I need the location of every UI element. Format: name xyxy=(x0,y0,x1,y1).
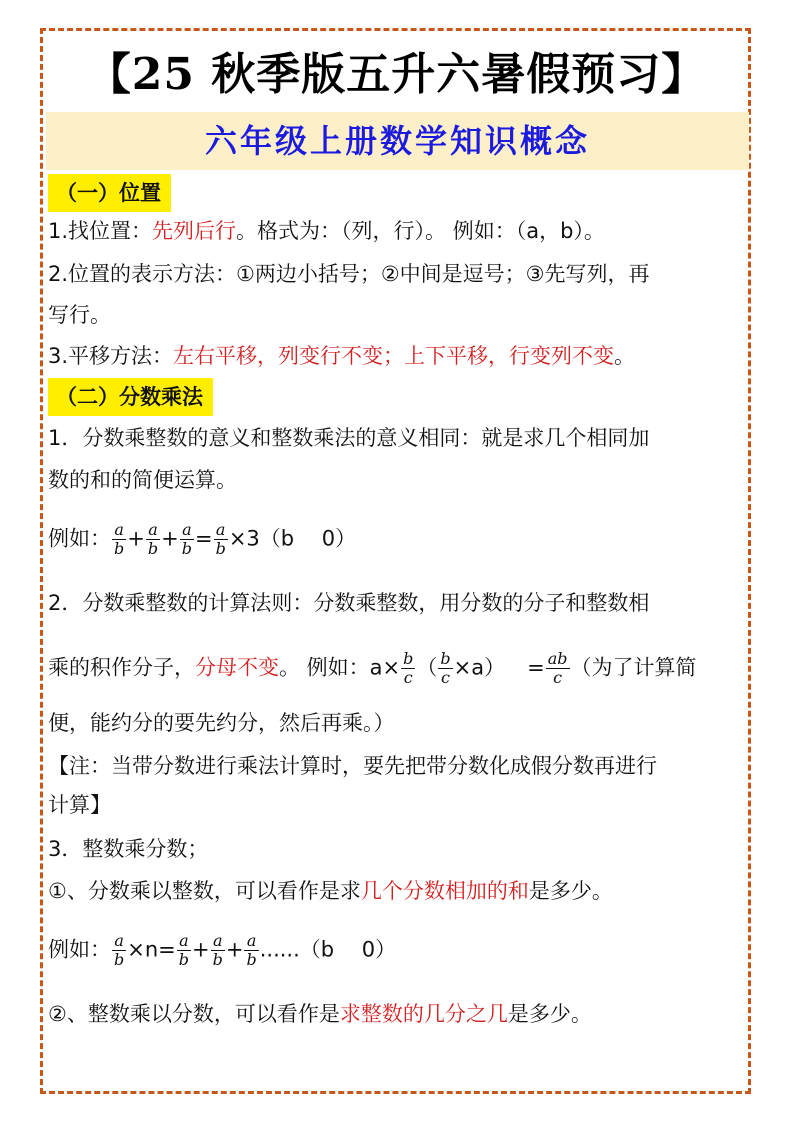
text: （为了计算简 xyxy=(570,655,697,680)
fraction xyxy=(438,650,452,687)
text: 1.找位置： xyxy=(48,219,153,243)
condition: （b 0） xyxy=(259,526,357,551)
position-notation-line: 2.位置的表示方法：①两边小括号；②中间是逗号；③先写列，再 xyxy=(48,262,650,286)
numerator: a xyxy=(177,932,191,951)
ellipsis: ...... xyxy=(259,937,300,962)
numerator: a xyxy=(112,932,126,951)
rule-line-3: 便，能约分的要先约分，然后再乘。） xyxy=(48,711,395,735)
rule-line-2 xyxy=(48,650,697,687)
denominator: c xyxy=(403,668,413,687)
fraction xyxy=(146,521,160,558)
section-heading-position: （一）位置 xyxy=(48,174,171,212)
emphasis-text: 先列后行 xyxy=(152,219,237,243)
integer-times-fraction-heading: 3．整数乘分数； xyxy=(48,837,209,861)
plus-sign: + xyxy=(127,526,145,551)
denominator: b xyxy=(215,539,226,558)
denominator: b xyxy=(181,539,192,558)
equals-sign: = xyxy=(194,526,213,551)
times-n: ×n xyxy=(127,937,159,962)
numerator: a xyxy=(146,521,160,540)
example-2-line xyxy=(48,932,396,969)
fraction xyxy=(546,650,570,687)
page-subtitle: 六年级上册数学知识概念 xyxy=(204,122,590,160)
fraction xyxy=(244,932,258,969)
denominator: b xyxy=(114,950,125,969)
fraction xyxy=(112,932,126,969)
emphasis-text: 左右平移，列变行不变；上下平移，行变列不变 xyxy=(173,344,615,368)
denominator: b xyxy=(114,539,125,558)
text: ②、整数乘以分数，可以看作是 xyxy=(48,1002,340,1026)
condition: （b 0） xyxy=(299,937,397,962)
example-label: 例如： xyxy=(48,526,111,551)
text: 。 xyxy=(614,344,636,368)
fraction xyxy=(214,521,228,558)
translation-rule-line xyxy=(48,341,635,371)
plus-sign: + xyxy=(192,937,210,962)
plus-sign: + xyxy=(161,526,179,551)
text: 。 例如：a× xyxy=(279,655,401,680)
fraction xyxy=(211,932,225,969)
numerator: b xyxy=(403,649,414,668)
meaning-line-1: 1．分数乘整数的意义和整数乘法的意义相同：就是求几个相同加 xyxy=(48,426,650,450)
numerator: a xyxy=(180,521,194,540)
equals-sign: = xyxy=(158,937,176,962)
numerator: a xyxy=(211,932,225,951)
note-line-1: 【注：当带分数进行乘法计算时，要先把带分数化成假分数再进行 xyxy=(48,754,657,778)
denominator: b xyxy=(147,539,159,558)
text: 是多少。 xyxy=(507,1002,592,1026)
denominator: b xyxy=(212,950,223,969)
emphasis-text: 几个分数相加的和 xyxy=(360,879,529,903)
example-label: 例如： xyxy=(48,937,111,962)
fraction xyxy=(180,521,194,558)
sub-rule-2 xyxy=(48,999,592,1029)
text: 3.平移方法： xyxy=(48,344,174,368)
emphasis-text: 分母不变 xyxy=(195,655,279,680)
note-line-2: 计算】 xyxy=(48,793,111,817)
times-three: ×3 xyxy=(228,526,260,551)
text: ①、分数乘以整数，可以看作是求 xyxy=(48,879,361,903)
page-title: 【25 秋季版五升六暑假预习】 xyxy=(86,49,707,100)
example-1-line xyxy=(48,521,356,558)
position-notation-line-cont: 写行。 xyxy=(48,303,111,327)
numerator: a xyxy=(112,521,126,540)
denominator: c xyxy=(441,668,450,687)
meaning-line-2: 数的和的简便运算。 xyxy=(48,468,237,492)
paren-open: （ xyxy=(416,655,438,680)
plus-sign: + xyxy=(225,937,244,962)
text: 。格式为：（列，行）。 例如：（a，b）。 xyxy=(236,219,605,243)
text: 是多少。 xyxy=(528,879,613,903)
numerator: b xyxy=(440,649,451,668)
equals-sign: = xyxy=(527,655,545,680)
fraction xyxy=(401,650,415,687)
fraction xyxy=(177,932,191,969)
numerator: ab xyxy=(547,649,568,668)
numerator: a xyxy=(244,932,258,951)
times-a: ×a） xyxy=(453,655,506,680)
numerator: a xyxy=(214,521,228,540)
emphasis-text: 求整数的几分之几 xyxy=(339,1002,508,1026)
denominator: b xyxy=(246,950,257,969)
denominator: c xyxy=(553,668,563,687)
denominator: b xyxy=(178,950,190,969)
text: 乘的积作分子， xyxy=(48,655,195,680)
section-heading-fraction-multiplication: （二）分数乘法 xyxy=(48,378,213,416)
sub-rule-1 xyxy=(48,876,613,906)
rule-line-1: 2．分数乘整数的计算法则：分数乘整数，用分数的分子和整数相 xyxy=(48,591,650,615)
subtitle-band xyxy=(46,112,749,170)
position-rule-line xyxy=(48,216,605,246)
fraction xyxy=(112,521,126,558)
